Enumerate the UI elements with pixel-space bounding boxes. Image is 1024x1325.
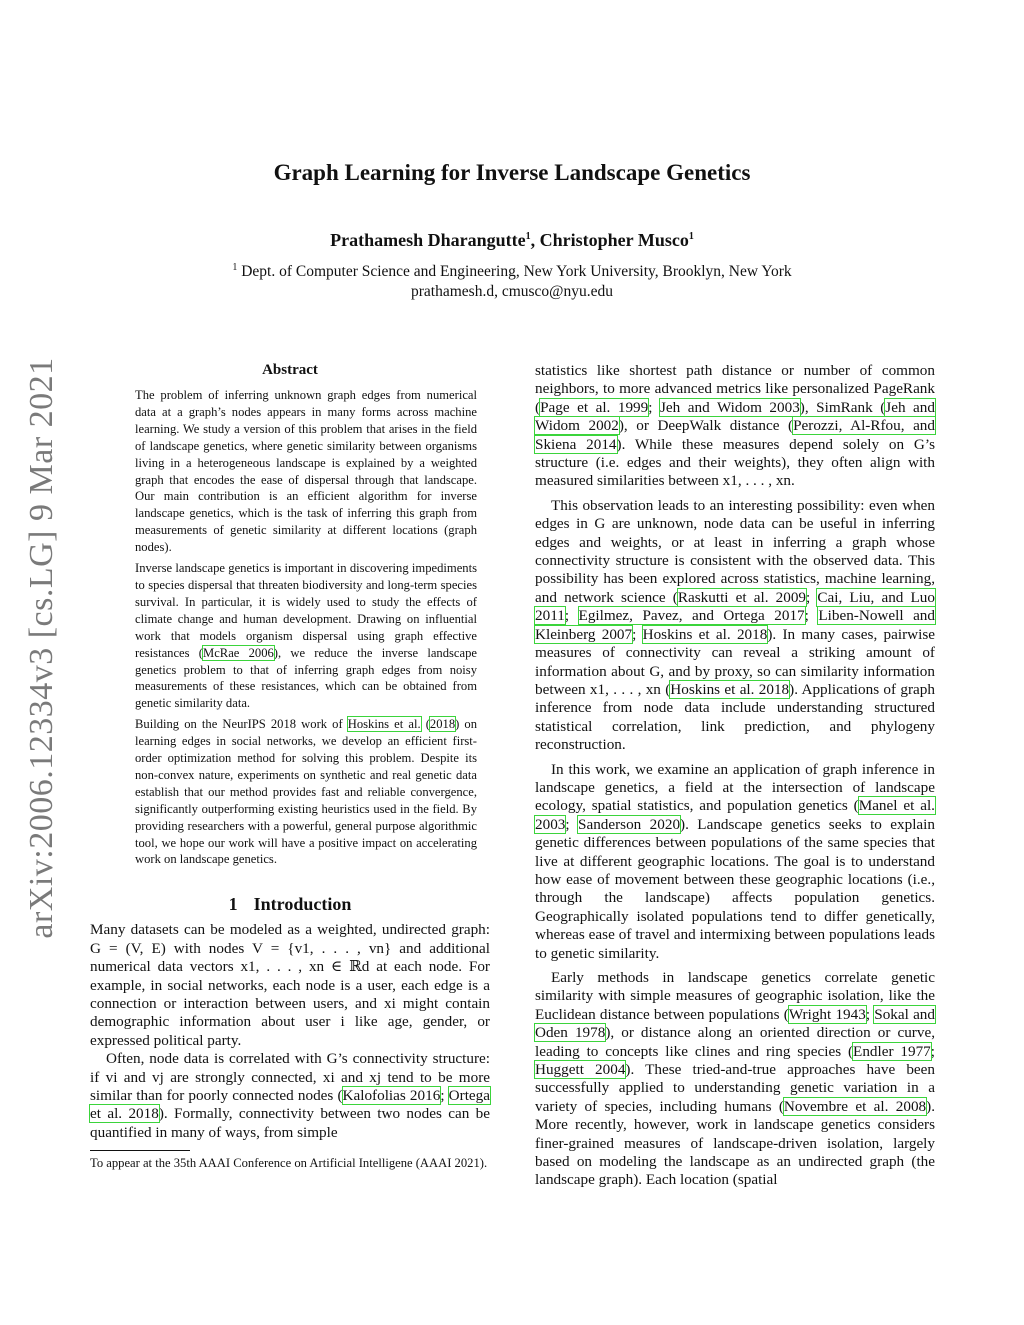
abstract-heading: Abstract <box>262 362 318 378</box>
section-title: Introduction <box>253 894 352 915</box>
text-run: ; <box>564 607 579 625</box>
text-run: ). Landscape genetics seeks to explain genetic differences between populations of the same species that live at different geographic locations. The goal is to understand how ease of movement between these geographic locations (i.e., through the landscape) affects population genetics. Geographically isolated populations tend to differ genetically, whereas ease of travel and intermixing between populations leads to genetic similarity. <box>535 815 935 962</box>
abstract-p2-text-a: Inverse landscape genetics is important in discovering impediments to species dispersal that threaten biodiversity and long-term species survival. In particular, it is widely used to study the effects of climate change and human development. Drawing on influential work that models organism dispersal using graph effective resistances ( <box>135 561 477 660</box>
text-run: ; <box>804 607 819 625</box>
citation-link[interactable]: Jeh and Widom 2002 <box>535 398 935 435</box>
author-1: Prathamesh Dharangutte <box>330 230 526 250</box>
citation-link[interactable]: Novembre et al. 2008 <box>783 1097 927 1115</box>
text-run: This observation leads to an interesting possibility: even when edges in G are unknown, node data can be useful in inferring edges and weights, or at least in inferring a graph whose connectivity structure is consistent with the observed data. This possibility has been explored across statistics, machine learning, and network science ( <box>535 496 935 606</box>
citation-link[interactable]: McRae 2006 <box>203 645 274 660</box>
author-2-sup: 1 <box>688 231 694 242</box>
text-run: ). In many cases, pairwise measures of connectivity can reveal a striking amount of information about G, and by proxy, so can similarity information between x1, . . . , xn ( <box>535 625 935 698</box>
text-run: ; <box>806 588 818 606</box>
right-paragraph-2 <box>535 497 935 755</box>
author-2: Christopher Musco <box>539 230 689 250</box>
text-run: ; <box>865 1005 875 1023</box>
citation-link[interactable]: Endler 1977 <box>853 1042 931 1060</box>
intro-paragraph-2 <box>90 1050 490 1142</box>
citation-link[interactable]: 2018 <box>429 717 456 732</box>
text-run: ), SimRank ( <box>799 398 886 416</box>
footnote: To appear at the 35th AAAI Conference on Artificial Intelligene (AAAI 2021). <box>90 1156 488 1171</box>
right-column <box>535 362 935 1196</box>
text-run: ), or DeepWalk distance ( <box>618 417 794 435</box>
citation-link[interactable]: Hoskins et al. 2018 <box>642 625 768 643</box>
citation-link[interactable]: Hoskins et al. 2018 <box>670 680 790 698</box>
citation-link[interactable]: Huggett 2004 <box>535 1061 626 1079</box>
author-line <box>0 230 1024 251</box>
text-run: ; <box>565 815 578 833</box>
text-run: ). Applications of graph inference from node data include understanding structured statistical correlation, link prediction, and phylogeny reconstruction. <box>535 680 935 754</box>
abstract-p3-text-b: ) on learning edges in social networks, we develop an efficient first-order optimization method for solving this problem. Despite its non-convex nature, experiments on synthetic and real genetic data establish that our method provides fast and reliable convergence, significantly outperforming existing heuristics used in the field. By providing researchers with a powerful, general purpose algorithmic tool, we hope our work will have a positive impact on accelerating work on landscape genetics. <box>135 717 478 867</box>
citation-link[interactable]: Jeh and Widom 2003 <box>660 398 800 416</box>
intro-p2-sep: ; <box>440 1087 449 1105</box>
citation-link[interactable]: Egilmez, Pavez, and Ortega 2017 <box>578 607 805 625</box>
section-heading-introduction <box>90 894 490 915</box>
right-paragraph-4 <box>535 969 935 1190</box>
text-run: ; <box>632 625 643 643</box>
citation-link[interactable]: Raskutti et al. 2009 <box>677 588 807 606</box>
intro-p2-text-a: Often, node data is correlated with G’s connectivity structure: if vi and vj are strongly connected, xi and xj tend to be more similar than for poorly connected nodes ( <box>90 1050 490 1105</box>
citation-link[interactable]: Manel et al. 2003 <box>535 797 935 833</box>
text-run: ). More recently, however, work in landscape genetics considers finer-grained measures of landscape-driven isolation, largely based on modeling the landscape as an undirected graph (the landscape graph). Each location (spatial <box>535 1097 935 1189</box>
affiliation <box>0 258 1024 302</box>
text-run: ; <box>930 1042 936 1060</box>
text-run: statistics like shortest path distance or number of common neighbors, to more advanced metrics like personalized PageRank ( <box>535 362 935 416</box>
citation-link[interactable]: Ortega et al. 2018 <box>90 1087 490 1123</box>
right-paragraph-1 <box>535 362 935 491</box>
text-run: Early methods in landscape genetics correlate genetic similarity with simple measures of geographic isolation, like the Euclidean distance between populations ( <box>535 969 935 1023</box>
affiliation-dept-line <box>0 258 1024 282</box>
intro-paragraph-1: Many datasets can be modeled as a weighted, undirected graph: G = (V, E) with nodes V = {v1, . . . , vn} and additional numerical data vectors x1, . . . , xn ∈ ℝd at each node. For example, in social networks, each node is a user, each edge is a connection or interaction between users, and xi might contain demographic information about user i like age, gender, or expressed political party. <box>90 921 490 1049</box>
text-run: ). While these measures depend solely on G’s structure (i.e. edges and their weights), they often align with measured similarities between x1, . . . , xn. <box>535 435 935 490</box>
paper-title: Graph Learning for Inverse Landscape Genetics <box>273 160 751 185</box>
intro-p2-text-b: ). Formally, connectivity between two nodes can be quantified in many of ways, from simple <box>90 1105 490 1141</box>
citation-link[interactable]: Sanderson 2020 <box>578 815 681 833</box>
text-run: ). These tried-and-true approaches have been successfully applied to understanding genetic variation in a variety of species, including humans ( <box>535 1061 935 1115</box>
right-paragraph-3 <box>535 761 935 963</box>
affiliation-sup: 1 <box>232 262 238 273</box>
footnote-rule <box>90 1150 190 1151</box>
citation-link[interactable]: Sokal and Oden 1978 <box>535 1005 935 1042</box>
abstract-paragraph-3 <box>135 716 477 868</box>
citation-link[interactable]: Kalofolias 2016 <box>342 1087 441 1105</box>
author-1-sup: 1 <box>525 231 531 242</box>
abstract-paragraph-2 <box>135 560 477 712</box>
citation-link[interactable]: Wright 1943 <box>788 1005 866 1023</box>
arxiv-stamp: arXiv:2006.12334v3 [cs.LG] 9 Mar 2021 <box>23 357 60 939</box>
citation-link[interactable]: Hoskins et al. <box>347 717 421 732</box>
abstract-p3-text-mid: ( <box>420 717 430 732</box>
abstract-p2-text-b: ), we reduce the inverse landscape genetics problem to that of inferring graph edges from noisy measurements of these resistances, which can be obtained from genetic similarity data. <box>135 645 477 711</box>
section-number: 1 <box>228 894 238 915</box>
affiliation-emails: prathamesh.d, cmusco@nyu.edu <box>411 283 613 301</box>
intro-body <box>90 921 490 1142</box>
citation-link[interactable]: Perozzi, Al-Rfou, and Skiena 2014 <box>535 417 935 453</box>
affiliation-dept: Dept. of Computer Science and Engineering, New York University, Brooklyn, New York <box>237 263 792 281</box>
right-body <box>535 362 935 1190</box>
text-run: ; <box>648 398 660 416</box>
text-run: In this work, we examine an application of graph inference in landscape genetics, a field at the intersection of landscape ecology, spatial statistics, and population genetics ( <box>535 760 935 815</box>
citation-link[interactable]: Liben-Nowell and Kleinberg 2007 <box>535 607 935 643</box>
text-run: ), or distance along an oriented direction or curve, leading to concepts like clines and ring species ( <box>535 1024 935 1060</box>
left-column <box>90 362 490 1171</box>
abstract-paragraph-1: The problem of inferring unknown graph edges from numerical data at a graph’s nodes appears in many forms across machine learning. We study a version of this problem that arises in the field of landscape genetics, where genetic similarity between organisms living in a heterogeneous landscape is explained by a weighted graph that encodes the ease of dispersal through that landscape. Our main contribution is an efficient algorithm for inverse landscape genetics, which is the task of inferring this graph from measurements of genetic similarity at different locations (graph nodes). <box>135 388 477 555</box>
author-sep: , <box>530 230 540 250</box>
citation-link[interactable]: Page et al. 1999 <box>540 398 649 416</box>
abstract-p3-text-a: Building on the NeurIPS 2018 work of <box>135 717 348 732</box>
abstract-body <box>90 387 490 868</box>
citation-link[interactable]: Cai, Liu, and Luo 2011 <box>535 588 935 625</box>
